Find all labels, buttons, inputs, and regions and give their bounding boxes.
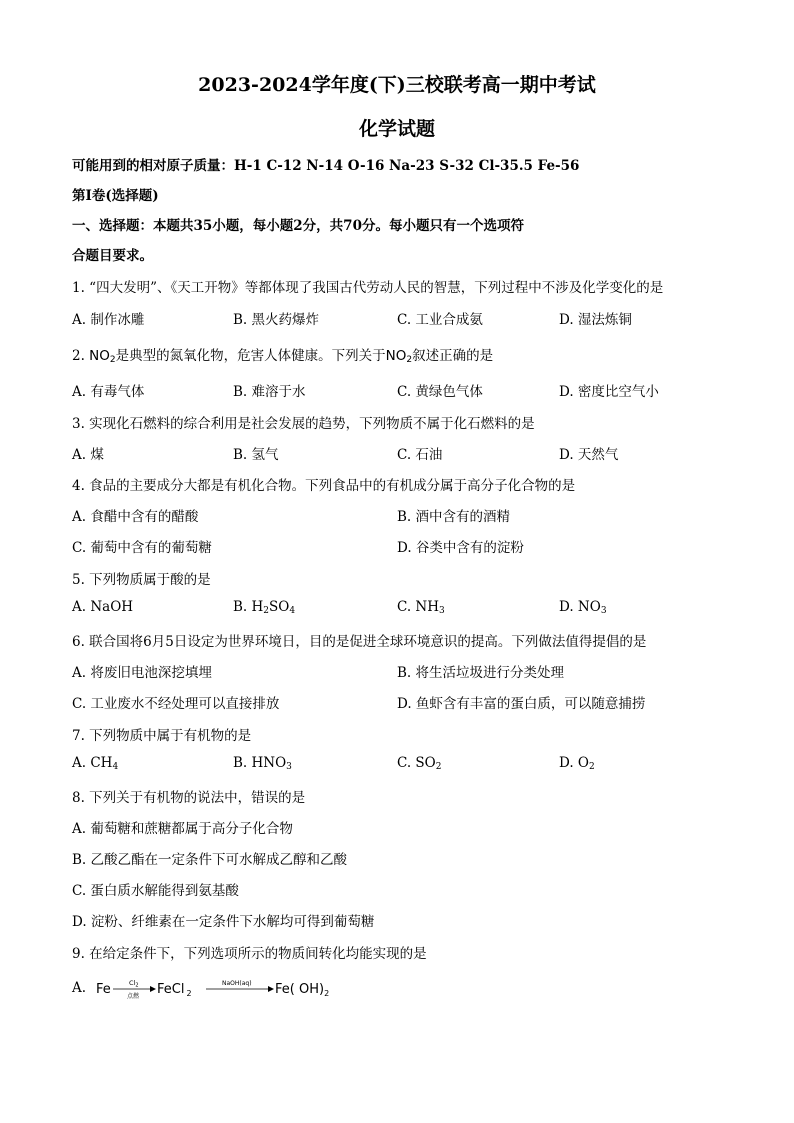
q8-option-a[interactable]: A. 葡萄糖和蔗糖都属于高分子化合物 (72, 821, 293, 837)
q5-option-c[interactable]: C. $NH_3$ (397, 599, 445, 616)
q3-option-b[interactable]: B. 氢气 (233, 447, 279, 463)
q6-option-b[interactable]: B. 将生活垃圾进行分类处理 (397, 665, 565, 681)
reaction-scheme (96, 974, 376, 1004)
q3-option-a[interactable]: A. 煤 (72, 447, 104, 463)
q8-option-c[interactable]: C. 蛋白质水解能得到氨基酸 (72, 883, 239, 899)
q4-option-d[interactable]: D. 谷类中含有的淀粉 (397, 540, 524, 556)
section-heading: 第I卷(选择题) (72, 188, 159, 204)
question-7-stem: 7. 下列物质中属于有机物的是 (72, 728, 252, 744)
q2-option-c[interactable]: C. 黄绿色气体 (397, 384, 483, 400)
question-4-stem: 4. 食品的主要成分大都是有机化合物。下列食品中的有机成分属于高分子化合物的是 (72, 478, 576, 494)
question-9-stem: 9. 在给定条件下，下列选项所示的物质间转化均能实现的是 (72, 946, 427, 962)
no2-formula: $NO_2$ (89, 348, 116, 365)
q2-option-d[interactable]: D. 密度比空气小 (559, 384, 659, 400)
q1-option-b[interactable]: B. 黑火药爆炸 (233, 312, 320, 328)
q4-option-c[interactable]: C. 葡萄中含有的葡萄糖 (72, 540, 212, 556)
q5-option-a[interactable]: A. NaOH (72, 599, 134, 615)
instruction-line-1: 一、选择题：本题共35小题，每小题2分，共70分。每小题只有一个选项符 (72, 218, 524, 234)
q1-option-c[interactable]: C. 工业合成氨 (397, 312, 483, 328)
question-8-stem: 8. 下列关于有机物的说法中，错误的是 (72, 790, 306, 806)
page-title: 2023-2024学年度(下)三校联考高一期中考试 (198, 74, 596, 96)
condition-ignite: 点燃 (127, 993, 140, 1000)
product-feoh2: Fe( $OH)_2$ (275, 982, 330, 998)
q9-option-a-label[interactable]: A. (72, 980, 87, 996)
q1-option-a[interactable]: A. 制作冰雕 (72, 312, 145, 328)
q7-option-b[interactable]: B. $HNO_3$ (233, 755, 292, 772)
question-3-stem: 3. 实现化石燃料的综合利用是社会发展的趋势，下列物质不属于化石燃料的是 (72, 416, 535, 432)
q1-option-d[interactable]: D. 湿法炼铜 (559, 312, 632, 328)
q2-number: 2. (72, 348, 90, 364)
q7-option-a[interactable]: A. $CH_4$ (72, 755, 119, 772)
q6-option-a[interactable]: A. 将废旧电池深挖填埋 (72, 665, 212, 681)
atomic-masses: 可能用到的相对原子质量：H-1 C-12 N-14 O-16 Na-23 S-32 Cl-35.5 Fe-56 (72, 158, 580, 174)
q5-option-d[interactable]: D. $NO_3$ (559, 599, 607, 616)
q8-option-d[interactable]: D. 淀粉、纤维素在一定条件下水解均可得到葡萄糖 (72, 914, 375, 930)
page-subtitle: 化学试题 (358, 118, 435, 140)
q2-stem-text: 是典型的氮氧化物，危害人体健康。下列关于 (115, 348, 386, 364)
question-2-stem (72, 344, 493, 365)
product-fecl2: FeCl $_2$ (157, 982, 192, 998)
q6-option-c[interactable]: C. 工业废水不经处理可以直接排放 (72, 696, 280, 712)
arrow-head-2 (268, 986, 274, 992)
q2-stem-end: 叙述正确的是 (412, 348, 494, 364)
instruction-line-2: 合题目要求。 (72, 248, 153, 264)
reagent-cl2: $Cl_2$ (129, 979, 139, 989)
q6-option-d[interactable]: D. 鱼虾含有丰富的蛋白质，可以随意捕捞 (397, 696, 646, 712)
reactant-fe: Fe (96, 982, 111, 997)
q3-option-d[interactable]: D. 天然气 (559, 447, 619, 463)
q4-option-b[interactable]: B. 酒中含有的酒精 (397, 509, 511, 525)
q5-option-b[interactable]: B. $H_2SO_4$ (233, 599, 296, 616)
arrow-head-1 (150, 986, 156, 992)
q2-option-a[interactable]: A. 有毒气体 (72, 384, 145, 400)
q7-option-d[interactable]: D. $O_2$ (559, 755, 595, 772)
question-1-stem: 1. “四大发明”、《天工开物》等都体现了我国古代劳动人民的智慧，下列过程中不涉及化学变化的是 (72, 280, 664, 296)
q7-option-c[interactable]: C. $SO_2$ (397, 755, 442, 772)
q2-option-b[interactable]: B. 难溶于水 (233, 384, 306, 400)
q4-option-a[interactable]: A. 食醋中含有的醋酸 (72, 509, 199, 525)
q8-option-b[interactable]: B. 乙酸乙酯在一定条件下可水解成乙醇和乙酸 (72, 852, 348, 868)
q3-option-c[interactable]: C. 石油 (397, 447, 443, 463)
question-6-stem: 6. 联合国将6月5日设定为世界环境日，目的是促进全球环境意识的提高。下列做法值得提倡的是 (72, 634, 647, 650)
q9-option-a-reaction (96, 974, 396, 1004)
no2-formula: $NO_2$ (385, 348, 413, 365)
question-5-stem: 5. 下列物质属于酸的是 (72, 572, 211, 588)
reagent-naoh: NaOH(aq) (222, 980, 252, 987)
